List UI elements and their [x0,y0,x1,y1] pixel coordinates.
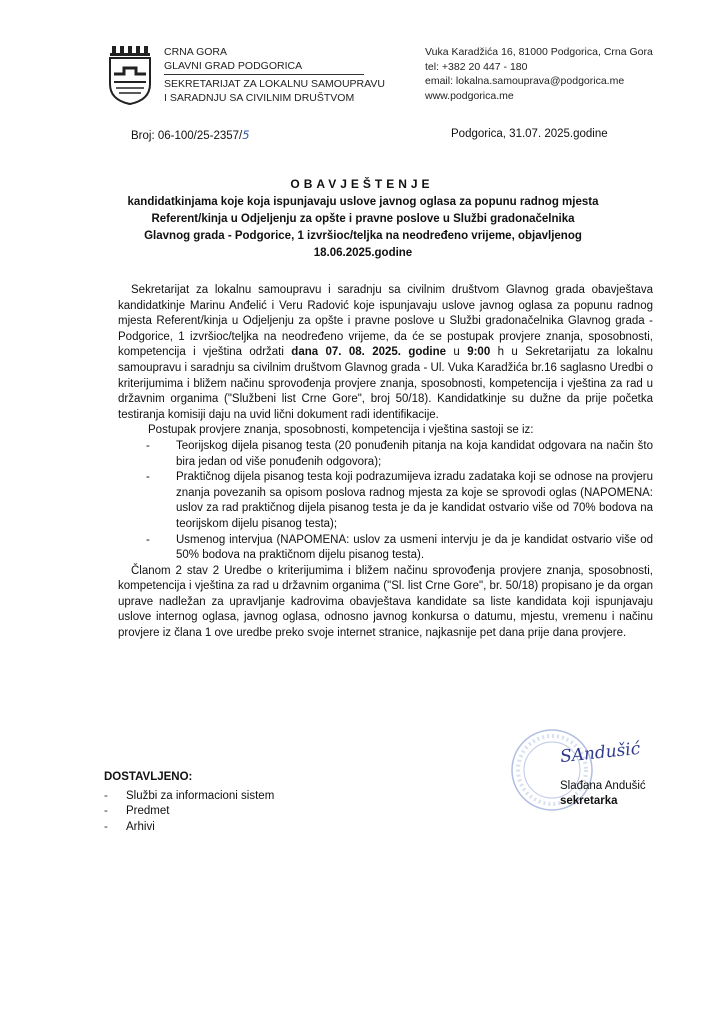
subtitle-line: Referent/kinja u Odjeljenju za opšte i pravne poslove u Službi gradonačelnika [151,213,575,225]
contact-email: email: lokalna.samouprava@podgorica.me [425,75,625,87]
announcement-text: u [453,346,460,359]
document-title: OBAVJEŠTENJE [290,177,434,191]
org-line-country: CRNA GORA [164,46,228,58]
announcement-text: h u Sekretarijatu za lokalnu samoupravu i saradnju sa civilnim društvom Glavnog grada - Ul. Vuka Karadžića br.16 saglasno Uredbi o kriterijumima i bližem načinu sprovođenja provjere znanja, sposobnosti, kompetencija i vještina za rad u državnim organima ("Službeni list Crne Gore", broj 50/18). Kandidatkinje su dužne da prije početka testiranja komisiji daju na uvid lični dokument radi identifikacije. [118,346,654,421]
contact-website: www.podgorica.me [425,89,514,102]
delivered-item-text: Predmet [126,805,170,817]
signatory-name: Slađana Andušić [560,780,646,792]
reference-text: Broj: 06-100/25-2357/ [131,130,243,142]
exam-time: 9:00 [467,346,491,359]
paragraph-announcement [118,283,653,423]
list-item: - Usmenog intervjua (NAPOMENA: uslov za usmeni intervju je da je kandidat ostvario više od 50% bodova na praktičnom dijelu pisanog testa). [146,533,653,562]
document-subtitle [108,194,618,262]
document-body [118,283,653,642]
handwritten-signature: SAndušić [559,738,642,768]
subtitle-line: Glavnog grada - Podgorice, 1 izvršioc/teljka na neodređeno vrijeme, objavljenog [144,230,582,242]
delivered-item: - Predmet [104,804,274,820]
list-item-text: Teorijskog dijela pisanog testa (20 ponuđenih pitanja na koja kandidat odgovara na način što bira jedan od više ponuđenih odgovora); [176,439,653,468]
list-item-text: Usmenog intervjua (NAPOMENA: uslov za usmeni intervju je da je kandidat ostvario više od 50% bodova na praktičnom dijelu pisanog testa). [176,533,653,562]
subtitle-line: 18.06.2025.godine [313,247,413,259]
signatory-block [560,779,646,809]
exam-parts-list [118,439,653,564]
list-intro: Postupak provjere znanja, sposobnosti, kompetencija i vještina sastoji se iz: [148,424,534,437]
city-coat-of-arms-logo [104,44,156,106]
delivered-to-section [104,770,274,835]
delivered-item: - Službi za informacioni sistem [104,789,274,805]
reference-number [131,128,250,142]
list-item-text: Praktičnog dijela pisanog testa koji podrazumijeva izradu zadataka koji se odnose na provjeru znanja povezanih sa opisom poslova radnog mjesta za koje se sprovodi oglas (NAPOMENA: uslov za rad praktičnog dijela pisanog testa je da je kandidat ostvario više od 70% bodova na teorijskom dijelu pisanog testa); [176,471,653,530]
contact-address: Vuka Karadžića 16, 81000 Podgorica, Crna Gora [425,46,653,58]
header-divider [164,74,364,75]
delivered-item-text: Arhivi [126,820,155,833]
reference-handwritten-mark: 5 [242,128,250,142]
document-date: Podgorica, 31.07. 2025.godine [451,128,608,140]
subtitle-line: kandidatkinjama koje koja ispunjavaju uslove javnog oglasa za popunu radnog mjesta [127,196,599,208]
list-item: - Teorijskog dijela pisanog testa (20 ponuđenih pitanja na koja kandidat odgovara na način što bira jedan od više ponuđenih odgovora); [146,439,653,468]
org-line-city: GLAVNI GRAD PODGORICA [164,60,303,72]
paragraph-legal-basis: Članom 2 stav 2 Uredbe o kriterijumima i bližem načinu sprovođenja provjere znanja, sposobnosti, kompetencija i vještina za rad u državnim organima ("Sl. list Crne Gore", br. 50/18) propisano je da organ uprave nadležan za upravljanje kadrovima obavještava kandidate sa liste kandidata koji ispunjavaju uslove internog oglasa, javnog oglasa, odnosno javnog konkursa o datumu, mjestu, vremenu i načinu provjere iz člana 1 ove uredbe preko svoje internet stranice, najkasnije pet dana prije dana provjere. [118,564,653,640]
contact-phone: tel: +382 20 447 - 180 [425,60,528,73]
signatory-role: sekretarka [560,795,618,807]
delivered-item: - Arhivi [104,820,274,836]
org-line-secretariat: SEKRETARIJAT ZA LOKALNU SAMOUPRAVU [164,78,385,90]
announcement-text: Sekretarijat za lokalnu samoupravu i saradnju sa civilnim društvom Glavnog grada obavještava kandidatkinje Marinu Anđelić i Veru Radović koje ispunjavaju uslove javnog oglasa za popunu radnog mjesta Referent/kinja u Odjeljenju za opšte i pravne poslove u Službi gradonačelnika Glavnog grada - Podgorice, 1 izvršioc/teljka na neodređeno vrijeme, da će se postupak provjere znanja, sposobnosti, kompetencija i vještina održati [118,284,653,359]
list-item: - Praktičnog dijela pisanog testa koji podrazumijeva izradu zadataka koji se odnose na provjeru znanja povezanih sa opisom poslova radnog mjesta za koje se sprovodi oglas (NAPOMENA: uslov za rad praktičnog dijela pisanog testa je da je kandidat ostvario više od 70% bodova na teorijskom dijelu pisanog testa); [146,471,653,530]
delivered-item-text: Službi za informacioni sistem [126,789,275,802]
contact-header [425,45,653,103]
org-line-secretariat-cont: I SARADNJU SA CIVILNIM DRUŠTVOM [164,92,355,104]
exam-date: dana 07. 08. 2025. godine [291,346,447,359]
delivered-heading: DOSTAVLJENO: [104,771,193,783]
organization-header [164,45,385,105]
